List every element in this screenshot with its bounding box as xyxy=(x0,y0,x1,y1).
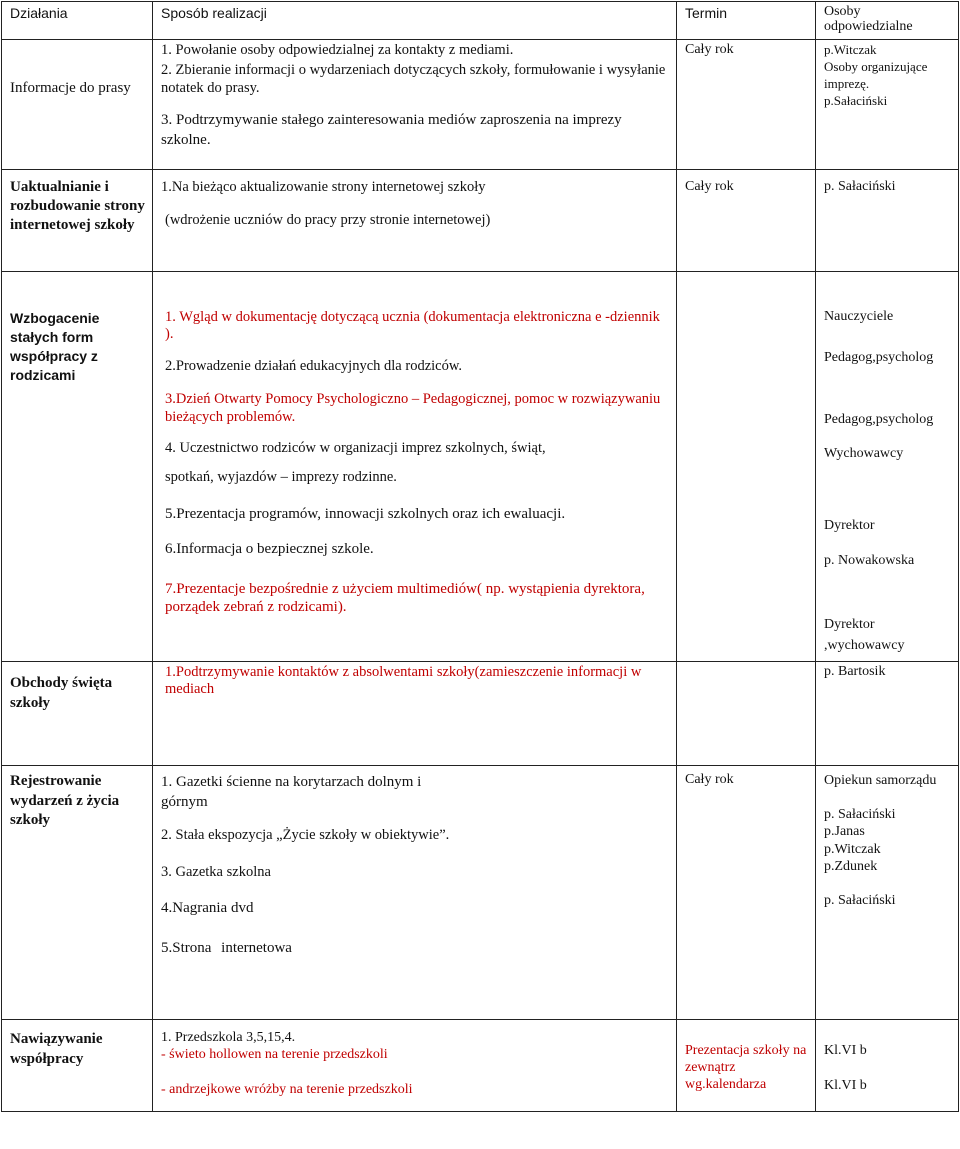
action-cell: Obchody święta szkoły xyxy=(2,662,153,766)
table-row xyxy=(2,766,959,1020)
table-row xyxy=(2,40,959,170)
action-cell: Informacje do prasy xyxy=(2,40,153,170)
header-actions: Działania xyxy=(2,2,153,40)
header-row xyxy=(2,2,959,40)
list-item: 6.Informacja o bezpiecznej szkole. xyxy=(165,541,374,558)
person: p. Sałaciński xyxy=(824,892,896,908)
list-item: 5.Strona internetowa xyxy=(161,940,292,957)
list-item: 1. Przedszkola 3,5,15,4. xyxy=(161,1030,296,1045)
person: p. Sałaciński xyxy=(824,806,896,822)
header-persons: Osoby odpowiedzialne xyxy=(816,2,959,40)
person: p.Witczak xyxy=(824,841,881,857)
term-cell: Cały rok xyxy=(677,766,816,1020)
person: Osoby organizujące imprezę. xyxy=(824,58,928,91)
term-cell: Cały rok xyxy=(677,40,816,170)
list-item: 3. Gazetka szkolna xyxy=(161,863,271,880)
method-cell xyxy=(153,1020,677,1112)
person: Dyrektor xyxy=(824,616,875,632)
person: p. Nowakowska xyxy=(824,552,915,568)
list-item: spotkań, wyjazdów – imprezy rodzinne. xyxy=(165,469,397,486)
list-item: 5.Prezentacja programów, innowacji szkolnych oraz ich ewaluacji. xyxy=(165,505,566,522)
term-cell xyxy=(677,662,816,766)
list-item: 4. Uczestnictwo rodziców w organizacji imprez szkolnych, świąt, xyxy=(165,439,546,456)
persons-cell xyxy=(816,1020,959,1112)
persons-cell xyxy=(816,766,959,1020)
list-item: 2. Stała ekspozycja „Życie szkoły w obiektywie”. xyxy=(161,826,450,843)
person: p.Janas xyxy=(824,824,865,839)
person: Pedagog,psycholog xyxy=(824,411,934,427)
person: Kl.VI b xyxy=(824,1043,867,1058)
method-cell xyxy=(153,170,677,272)
method-cell xyxy=(153,40,677,170)
table-row xyxy=(2,170,959,272)
term-cell: Prezentacja szkoły na zewnątrz wg.kalendarza xyxy=(677,1020,816,1112)
person: p.Zdunek xyxy=(824,859,878,874)
table-row xyxy=(2,272,959,662)
persons-cell: p. Bartosik xyxy=(816,662,959,766)
list-item: - świeto hollowen na terenie przedszkoli xyxy=(161,1046,388,1062)
list-item: 7.Prezentacje bezpośrednie z użyciem multimediów( np. wystąpienia dyrektora, porządek zebrań z rodzicami). xyxy=(165,581,645,616)
list-item: - andrzejkowe wróżby na terenie przedszkoli xyxy=(161,1081,413,1097)
term-cell: Cały rok xyxy=(677,170,816,272)
list-item: (wdrożenie uczniów do pracy przy stronie internetowej) xyxy=(165,212,491,229)
person: Nauczyciele xyxy=(824,309,894,324)
list-item: 1. Gazetki ścienne na korytarzach dolnym i górnym xyxy=(161,774,422,811)
table-row xyxy=(2,1020,959,1112)
person: Opiekun samorządu xyxy=(824,773,937,788)
list-item: 3.Dzień Otwarty Pomocy Psychologiczno – Pedagogicznej, pomoc w rozwiązywaniu bieżących problemów. xyxy=(165,391,661,425)
list-item: 3. Podtrzymywanie stałego zainteresowania mediów zaproszenia na imprezy szkolne. xyxy=(161,112,622,148)
list-item: 4.Nagrania dvd xyxy=(161,900,254,917)
list-item: 1. Wgląd w dokumentację dotyczącą ucznia (dokumentacja elektroniczna e -dziennik ). xyxy=(165,309,660,343)
person: p.Witczak xyxy=(824,42,877,57)
action-cell: Uaktualnianie i rozbudowanie strony internetowej szkoły xyxy=(2,170,153,272)
plan-table xyxy=(1,1,959,1112)
list-item: 1.Podtrzymywanie kontaktów z absolwentami szkoły(zamieszczenie informacji w mediach xyxy=(165,664,642,698)
action-cell: Wzbogacenie stałych form współpracy z rodzicami xyxy=(2,272,153,662)
list-item: 2.Prowadzenie działań edukacyjnych dla rodziców. xyxy=(165,357,462,374)
header-term: Termin xyxy=(677,2,816,40)
person: Dyrektor xyxy=(824,518,875,534)
list-item: 1. Powołanie osoby odpowiedzialnej za kontakty z mediami. xyxy=(161,42,514,58)
person: Wychowawcy xyxy=(824,446,904,462)
list-item: 1.Na bieżąco aktualizowanie strony internetowej szkoły xyxy=(161,179,486,195)
list-item: 2. Zbieranie informacji o wydarzeniach dotyczących szkoły, formułowanie i wysyłanie notatek do prasy. xyxy=(161,62,666,96)
action-cell: Nawiązywanie współpracy xyxy=(2,1020,153,1112)
persons-cell: p. Sałaciński xyxy=(816,170,959,272)
person: Pedagog,psycholog xyxy=(824,349,934,365)
persons-cell xyxy=(816,40,959,170)
method-cell xyxy=(153,662,677,766)
person: Kl.VI b xyxy=(824,1077,867,1093)
persons-cell xyxy=(816,272,959,662)
header-method: Sposób realizacji xyxy=(153,2,677,40)
method-cell xyxy=(153,272,677,662)
table-row xyxy=(2,662,959,766)
person: ,wychowawcy xyxy=(824,637,905,653)
term-cell xyxy=(677,272,816,662)
method-cell xyxy=(153,766,677,1020)
action-cell: Rejestrowanie wydarzeń z życia szkoły xyxy=(2,766,153,1020)
person: p.Sałaciński xyxy=(824,92,888,108)
